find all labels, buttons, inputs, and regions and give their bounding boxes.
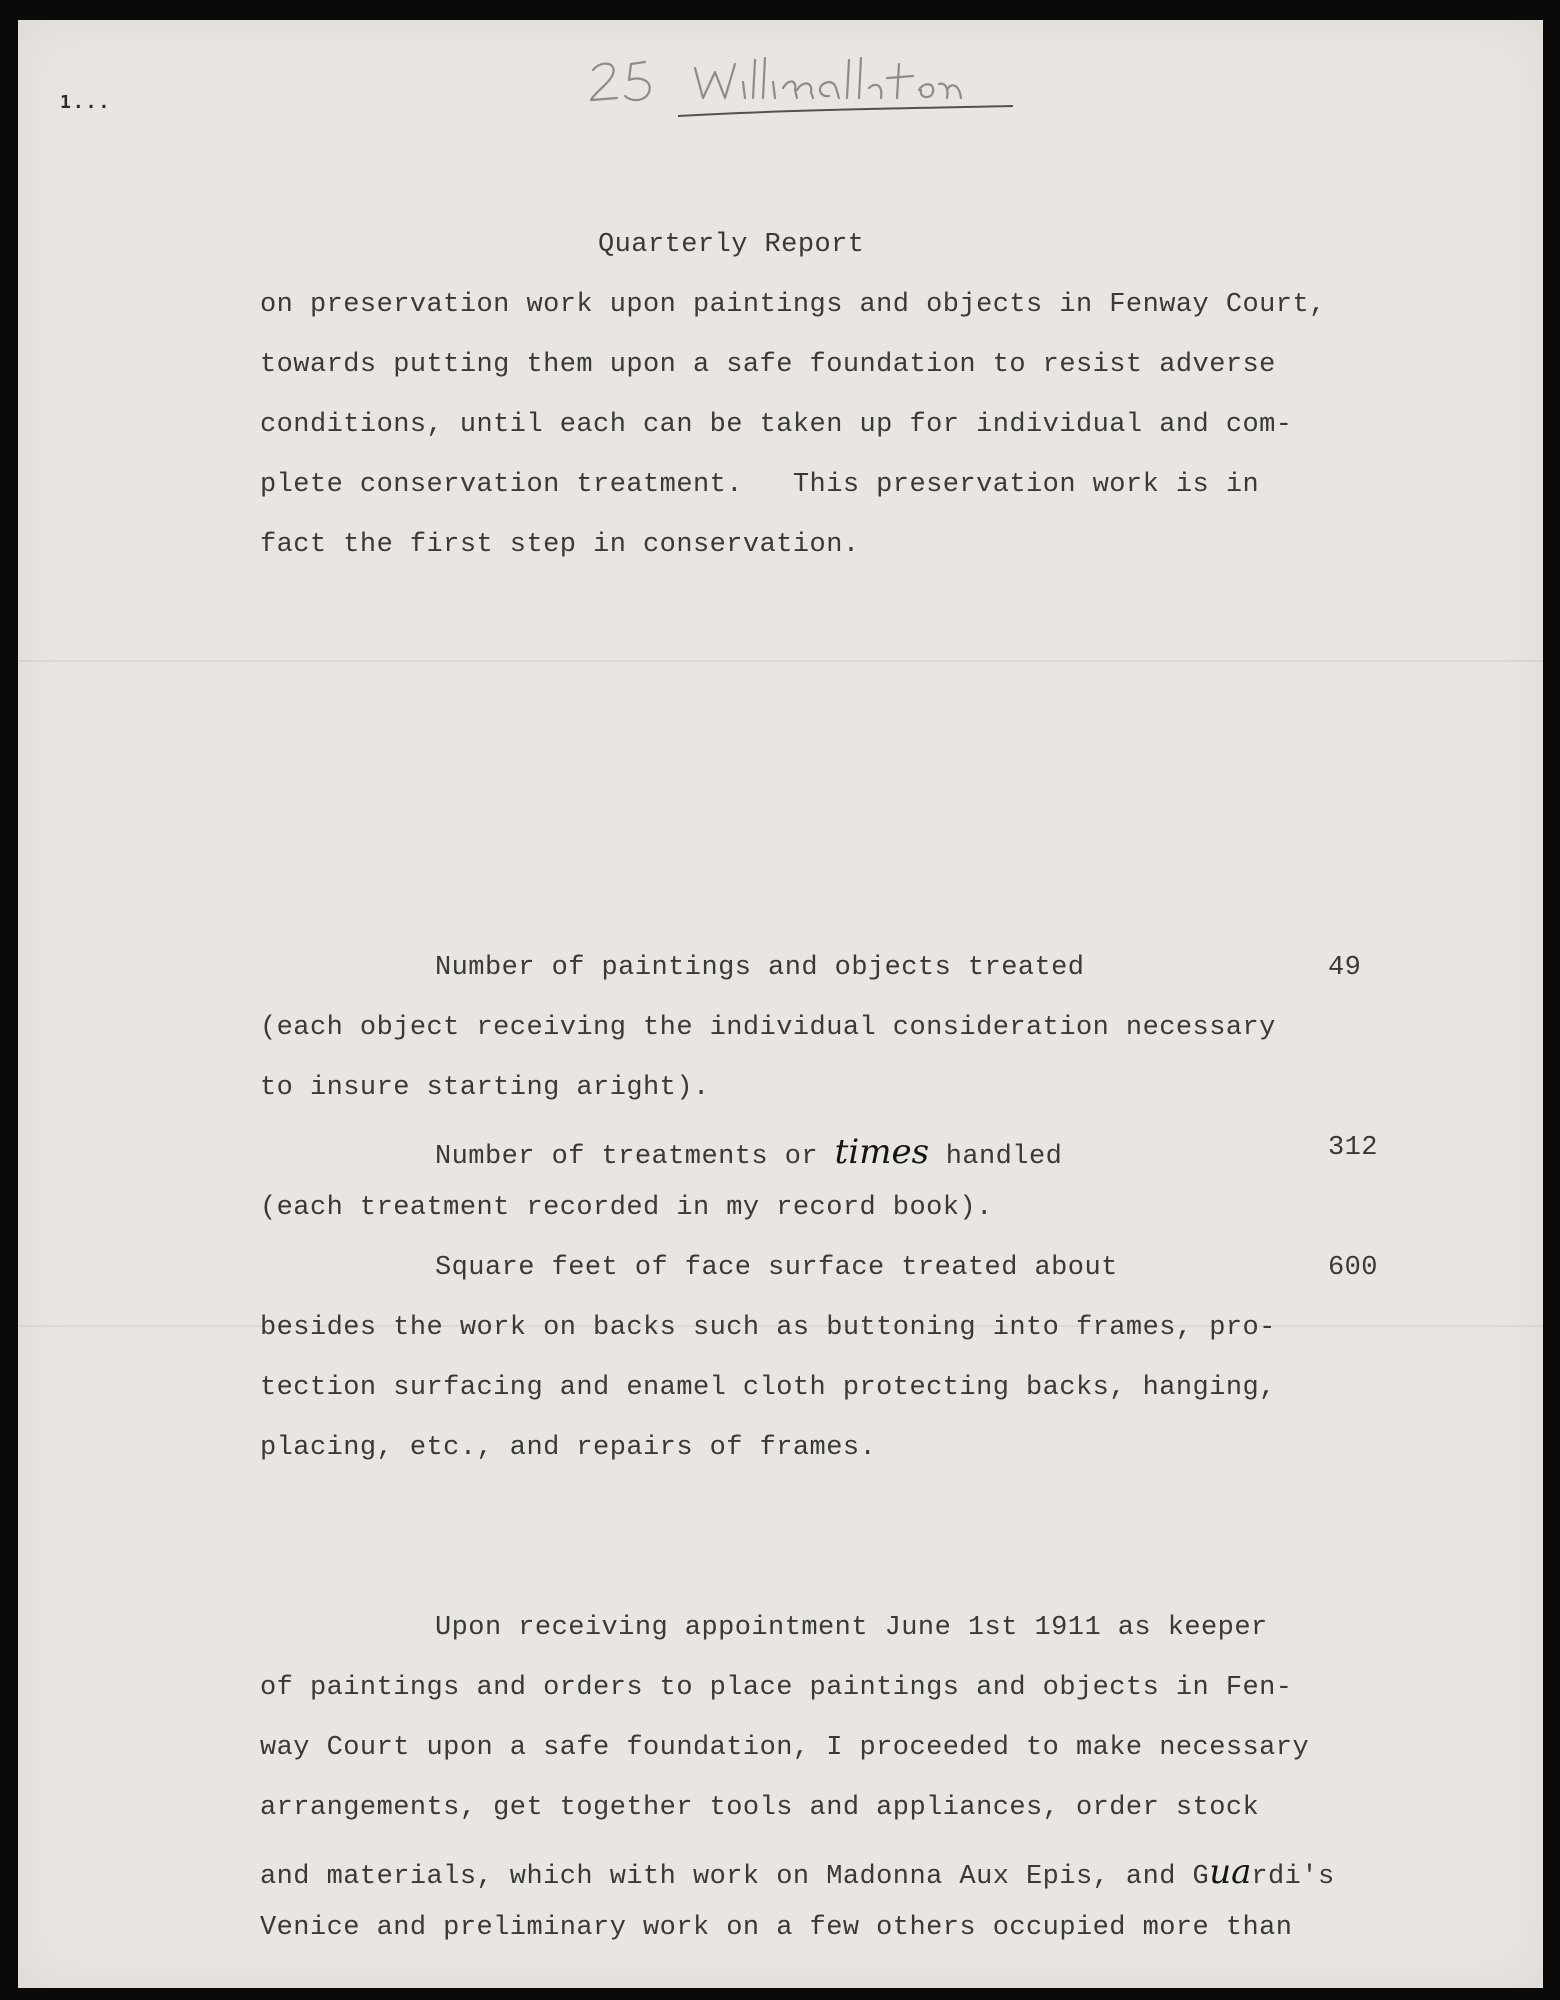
narrative-line: of paintings and orders to place paintings and objects in Fen-	[260, 1673, 1293, 1703]
intro-line: towards putting them upon a safe foundation to resist adverse	[260, 350, 1276, 380]
stat-note-line: to insure starting aright).	[260, 1073, 710, 1103]
narrative-line	[260, 1852, 1335, 1892]
stat-note-line: tection surfacing and enamel cloth protecting backs, hanging,	[260, 1373, 1276, 1403]
stat-note-line: (each object receiving the individual consideration necessary	[260, 1013, 1276, 1043]
stat-label-part: Number of treatments or	[435, 1142, 819, 1172]
stat-label-treatments	[435, 1132, 1063, 1172]
stat-label-objects: Number of paintings and objects treated	[435, 953, 1085, 983]
stat-value-surface: 600	[1328, 1253, 1378, 1283]
handwritten-number: 25	[583, 48, 585, 49]
page-title: Quarterly Report	[598, 230, 865, 260]
stat-value-objects: 49	[1328, 953, 1362, 983]
stat-value-treatments: 312	[1328, 1133, 1378, 1163]
narrative-part: and materials, which with work on Madonna Aux Epis, and G	[260, 1862, 1210, 1892]
corner-mark: 1...	[60, 92, 112, 113]
stat-note-line: placing, etc., and repairs of frames.	[260, 1433, 877, 1463]
narrative-part: rdi's	[1251, 1862, 1335, 1892]
document-page	[18, 20, 1543, 1988]
intro-line: conditions, until each can be taken up for individual and com-	[260, 410, 1293, 440]
fold-line	[18, 660, 1543, 662]
stat-note-line: besides the work on backs such as buttoning into frames, pro-	[260, 1313, 1276, 1343]
narrative-line: Upon receiving appointment June 1st 1911 as keeper	[435, 1613, 1268, 1643]
stat-note-line: (each treatment recorded in my record book).	[260, 1193, 993, 1223]
narrative-line: way Court upon a safe foundation, I proceeded to make necessary	[260, 1733, 1310, 1763]
handwritten-annotation	[583, 48, 1163, 128]
intro-line: on preservation work upon paintings and objects in Fenway Court,	[260, 290, 1326, 320]
handwritten-correction: ua	[1209, 1852, 1252, 1892]
handwritten-insert: times	[834, 1132, 930, 1172]
stat-label-part: handled	[945, 1142, 1063, 1172]
narrative-line: Venice and preliminary work on a few others occupied more than	[260, 1913, 1293, 1943]
narrative-line: arrangements, get together tools and appliances, order stock	[260, 1793, 1260, 1823]
intro-line: fact the first step in conservation.	[260, 530, 860, 560]
intro-line: plete conservation treatment. This preservation work is in	[260, 470, 1260, 500]
stat-label-surface: Square feet of face surface treated about	[435, 1253, 1118, 1283]
